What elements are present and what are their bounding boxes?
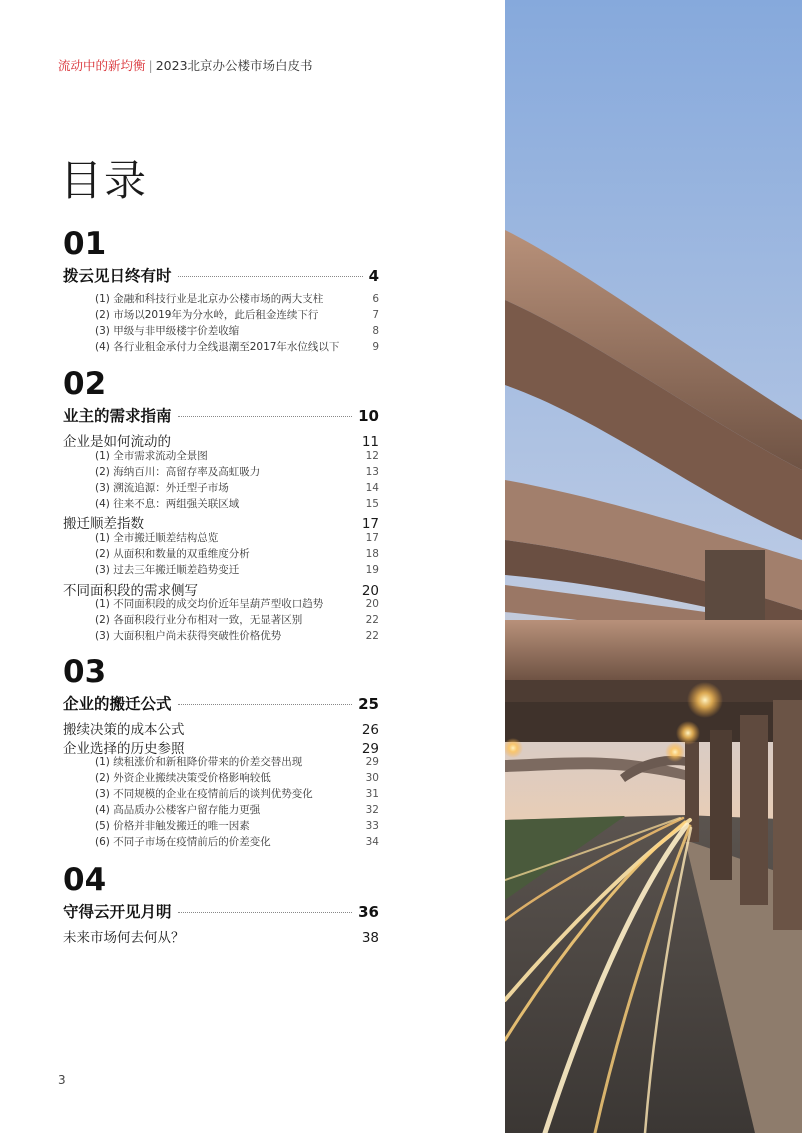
item-text: (3) 溯流追源：外迁型子市场 [95, 482, 229, 494]
toc-item[interactable] [95, 339, 379, 354]
toc-item[interactable] [95, 546, 379, 561]
sub-page: 11 [361, 434, 379, 450]
chapter-page: 25 [358, 695, 379, 713]
header-brand: 流动中的新均衡 [58, 58, 146, 73]
street-light [676, 721, 700, 745]
toc-item[interactable] [95, 496, 379, 511]
chapter-entry[interactable] [63, 900, 379, 922]
item-page: 33 [365, 820, 379, 832]
item-page: 20 [365, 598, 379, 610]
column [740, 715, 768, 905]
bridge-pier [705, 550, 765, 620]
toc-item[interactable] [95, 802, 379, 817]
sub-title: 企业是如何流动的 [63, 434, 171, 450]
item-page: 22 [365, 630, 379, 642]
leader-dots [178, 912, 353, 913]
chapter-title: 业主的需求指南 [63, 407, 172, 425]
subchapter-entry[interactable] [63, 718, 379, 738]
toc-item[interactable] [95, 464, 379, 479]
item-page: 13 [365, 466, 379, 478]
item-text: (4) 各行业租金承付力全线退潮至2017年水位线以下 [95, 341, 340, 353]
toc-item[interactable] [95, 307, 379, 322]
sub-page: 29 [361, 741, 379, 757]
subchapter-entry[interactable] [63, 512, 379, 532]
page-number: 3 [58, 1073, 66, 1087]
toc-item[interactable] [95, 596, 379, 611]
item-text: (1) 金融和科技行业是北京办公楼市场的两大支柱 [95, 293, 324, 305]
toc-item[interactable] [95, 480, 379, 495]
item-text: (2) 海纳百川：高留存率及高虹吸力 [95, 466, 261, 478]
sub-page: 17 [361, 516, 379, 532]
chapter-page: 4 [368, 267, 379, 285]
toc-item[interactable] [95, 612, 379, 627]
item-page: 34 [365, 836, 379, 848]
header-separator: | [148, 58, 153, 73]
sub-title: 未来市场何去何从？ [63, 930, 185, 946]
section-number: 02 [63, 366, 107, 402]
chapter-title: 拨云见日终有时 [63, 267, 172, 285]
toc-item[interactable] [95, 770, 379, 785]
chapter-page: 10 [358, 407, 379, 425]
item-text: (4) 往来不息：两组强关联区域 [95, 498, 240, 510]
toc-item[interactable] [95, 448, 379, 463]
column [773, 700, 802, 930]
street-light [687, 682, 723, 718]
toc-item[interactable] [95, 786, 379, 801]
leader-dots [178, 276, 363, 277]
leader-dots [178, 416, 353, 417]
item-text: (2) 从面积和数量的双重维度分析 [95, 548, 250, 560]
chapter-title: 企业的搬迁公式 [63, 695, 172, 713]
toc-item[interactable] [95, 562, 379, 577]
item-page: 22 [365, 614, 379, 626]
chapter-entry[interactable] [63, 692, 379, 714]
leader-dots [178, 704, 353, 705]
sub-page: 26 [361, 722, 379, 738]
chapter-title: 守得云开见月明 [63, 903, 172, 921]
item-text: (3) 甲级与非甲级楼宇价差收缩 [95, 325, 240, 337]
item-page: 30 [365, 772, 379, 784]
item-text: (1) 续租涨价和新租降价带来的价差交替出现 [95, 756, 303, 768]
chapter-entry[interactable] [63, 404, 379, 426]
item-page: 29 [365, 756, 379, 768]
sub-title: 不同面积段的需求侧写 [63, 583, 198, 599]
sub-title: 企业选择的历史参照 [63, 741, 185, 757]
toc-item[interactable] [95, 530, 379, 545]
item-page: 17 [365, 532, 379, 544]
item-text: (5) 价格并非触发搬迁的唯一因素 [95, 820, 250, 832]
subchapter-entry[interactable] [63, 430, 379, 450]
item-page: 19 [365, 564, 379, 576]
item-page: 14 [365, 482, 379, 494]
item-text: (2) 外资企业搬续决策受价格影响较低 [95, 772, 271, 784]
column [710, 730, 732, 880]
item-text: (1) 不同面积段的成交均价近年呈葫芦型收口趋势 [95, 598, 324, 610]
item-text: (3) 过去三年搬迁顺差趋势变迁 [95, 564, 240, 576]
overpass-deck [505, 680, 802, 702]
item-page: 6 [372, 293, 379, 305]
item-page: 15 [365, 498, 379, 510]
chapter-entry[interactable] [63, 264, 379, 286]
item-text: (3) 不同规模的企业在疫情前后的谈判优势变化 [95, 788, 313, 800]
toc-item[interactable] [95, 323, 379, 338]
page-title: 目录 [60, 156, 149, 205]
item-text: (2) 各面积段行业分布相对一致，无显著区别 [95, 614, 303, 626]
sub-page: 20 [361, 583, 379, 599]
item-text: (4) 高品质办公楼客户留存能力更强 [95, 804, 261, 816]
item-page: 12 [365, 450, 379, 462]
item-text: (6) 不同子市场在疫情前后的价差变化 [95, 836, 271, 848]
running-header [58, 56, 313, 74]
item-page: 8 [372, 325, 379, 337]
toc-item[interactable] [95, 834, 379, 849]
item-text: (2) 市场以2019年为分水岭，此后租金连续下行 [95, 309, 319, 321]
section-number: 04 [63, 862, 107, 898]
street-light [665, 742, 685, 762]
sub-title: 搬迁顺差指数 [63, 516, 144, 532]
toc-item[interactable] [95, 818, 379, 833]
section-number: 03 [63, 654, 107, 690]
toc-item[interactable] [95, 291, 379, 306]
overpass-deck [505, 620, 802, 680]
item-page: 9 [372, 341, 379, 353]
photo-illustration [505, 0, 802, 1133]
item-page: 32 [365, 804, 379, 816]
item-page: 18 [365, 548, 379, 560]
sub-page: 38 [361, 930, 379, 946]
sub-title: 搬续决策的成本公式 [63, 722, 185, 738]
toc-item[interactable] [95, 754, 379, 769]
subchapter-entry[interactable] [63, 926, 379, 946]
toc-item[interactable] [95, 628, 379, 643]
header-subtitle: 2023北京办公楼市场白皮书 [155, 58, 313, 73]
section-number: 01 [63, 226, 107, 262]
chapter-page: 36 [358, 903, 379, 921]
item-page: 7 [372, 309, 379, 321]
item-text: (1) 全市搬迁顺差结构总览 [95, 532, 219, 544]
highway-interchange-photo [505, 0, 802, 1133]
item-text: (1) 全市需求流动全景图 [95, 450, 208, 462]
item-text: (3) 大面积租户尚未获得突破性价格优势 [95, 630, 282, 642]
item-page: 31 [365, 788, 379, 800]
